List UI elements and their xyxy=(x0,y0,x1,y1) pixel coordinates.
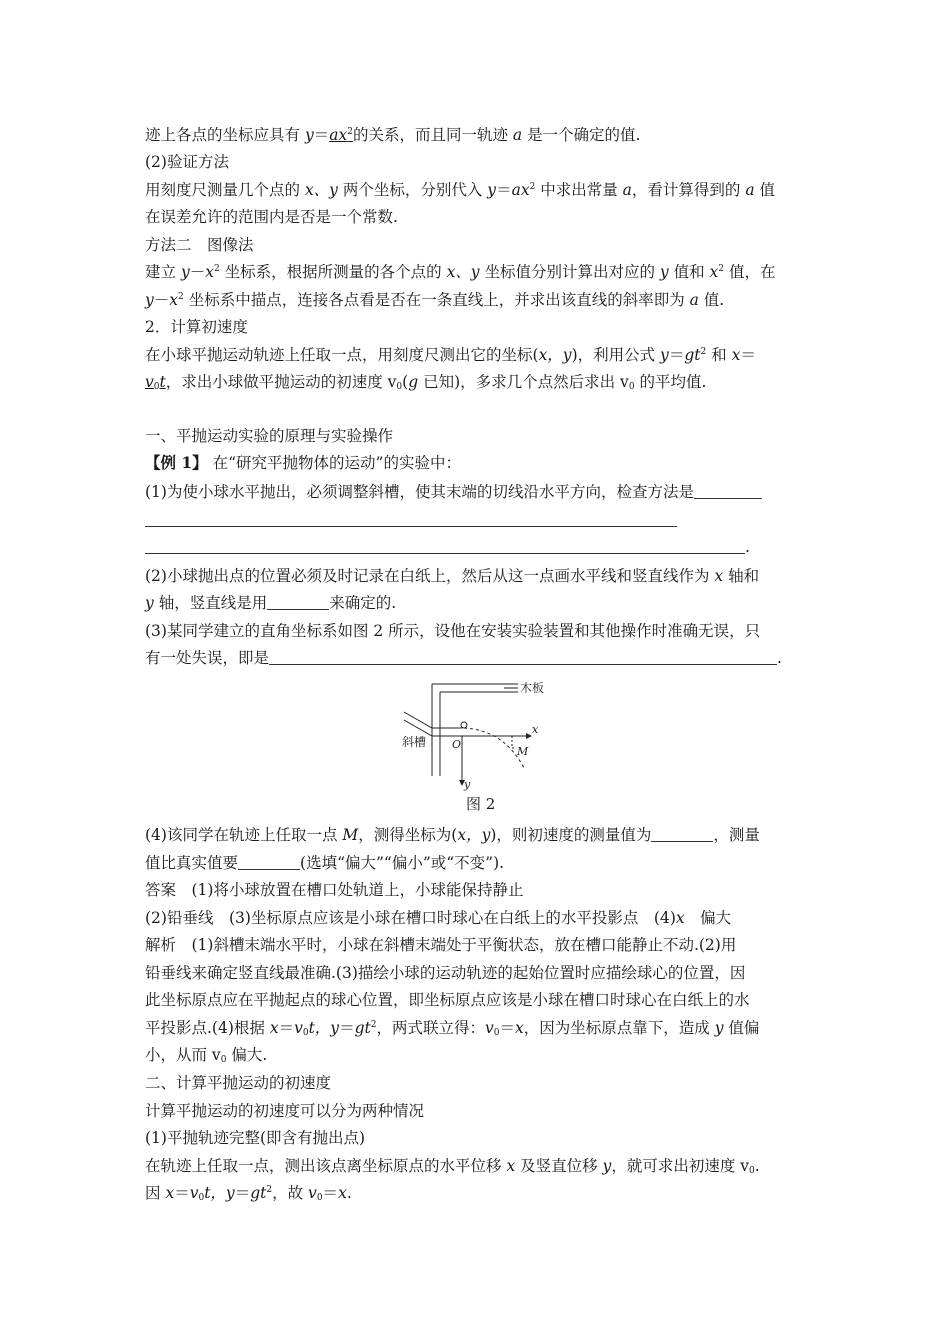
text-line: 用刻度尺测量几个点的 x、y 两个坐标，分别代入 $y=ax^2$ 中求出常量 a，看计算得到的 a 值 xyxy=(145,181,776,199)
analysis-line: 小，从而 $v_0$ 偏大. xyxy=(145,1046,268,1065)
analysis-line: 铅垂线来确定竖直线最准确.(3)描绘小球的运动轨迹的起始位置时应描绘球心的位置，因 xyxy=(145,964,746,982)
apparatus-diagram xyxy=(400,676,560,791)
text-line: 有一处失误，即是 . xyxy=(145,649,782,667)
board-label: 木板 xyxy=(520,681,545,695)
text-line: (1)为使小球水平抛出，必须调整斜槽，使其末端的切线沿水平方向，检查方法是 xyxy=(145,482,762,502)
subheading: (2)验证方法 xyxy=(145,153,229,171)
answer-blank xyxy=(651,827,713,842)
answer-line: (2)铅垂线 (3)坐标原点应该是小球在槽口时球心在白纸上的水平投影点 (4)x 偏大 xyxy=(145,909,732,927)
chute-label: 斜槽 xyxy=(402,735,427,749)
figure-caption: 图 2 xyxy=(466,795,496,813)
origin-label: O xyxy=(452,738,462,751)
answer-line: 答案 (1)将小球放置在槽口处轨道上，小球能保持静止 xyxy=(145,881,524,899)
point-m-label: M xyxy=(517,745,529,758)
answer-blank xyxy=(238,855,300,870)
text-line: 计算平抛运动的初速度可以分为两种情况 xyxy=(145,1102,425,1120)
chute-track xyxy=(404,712,462,728)
y-axis-label: y xyxy=(464,778,471,791)
text-line: 在小球平抛运动轨迹上任取一点，用刻度尺测出它的坐标(x，y)，利用公式 $y=gt^2$ 和 x＝ xyxy=(145,346,756,364)
answer-blank-line: . xyxy=(145,537,750,557)
text-line: (3)某同学建立的直角坐标系如图 2 所示，设他在安装实验装置和其他操作时准确无误，只 xyxy=(145,622,761,640)
analysis-line: 解析 (1)斜槽末端水平时，小球在斜槽末端处于平衡状态，放在槽口能静止不动.(2)用 xyxy=(145,936,737,954)
example-tag: 【例 1】 xyxy=(145,453,208,472)
subheading: 2．计算初速度 xyxy=(145,318,248,336)
section-heading: 二、计算平抛运动的初速度 xyxy=(145,1074,332,1092)
trajectory-curve xyxy=(464,728,524,768)
answer-blank-line xyxy=(145,510,677,530)
ball xyxy=(461,722,467,728)
text-line: (1)平抛轨迹完整(即含有抛出点) xyxy=(145,1129,366,1147)
text-line: $y-x^2$ 坐标系中描点，连接各点看是否在一条直线上，并求出该直线的斜率即为 a 值. xyxy=(145,291,725,309)
answer-blank xyxy=(269,650,777,665)
text-line: 【例 1】 在“研究平抛物体的运动”的实验中： xyxy=(145,453,461,472)
text-line: $v_0t$，求出小球做平抛运动的初速度 $v_0(g$ 已知)，多求几个点然后求出 $v_0$ 的平均值. xyxy=(145,373,707,392)
text-line: 建立 $y-x^2$ 坐标系，根据所测量的各个点的 x、y 坐标值分别计算出对应的 y 值和 $x^2$ 值，在 xyxy=(145,263,776,281)
answer-blank xyxy=(267,595,329,610)
text-line: 迹上各点的坐标应具有 $y=ax^2$的关系，而且同一轨迹 a 是一个确定的值. xyxy=(145,126,641,144)
text-line: 在轨迹上任取一点，测出该点离坐标原点的水平位移 x 及竖直位移 y，就可求出初速度 $v_0$. xyxy=(145,1157,760,1176)
subheading: 方法二 图像法 xyxy=(145,236,254,254)
text-line: (2)小球抛出点的位置必须及时记录在白纸上，然后从这一点画水平线和竖直线作为 x 轴和 xyxy=(145,567,760,585)
text-line: (4)该同学在轨迹上任取一点 M，测得坐标为(x，y)，则初速度的测量值为 ，测量 xyxy=(145,826,760,844)
x-axis-label: x xyxy=(532,723,539,736)
analysis-line: 此坐标原点应在平抛起点的球心位置，即坐标原点应该是小球在槽口时球心在白纸上的水 xyxy=(145,991,750,1009)
text-line: 值比真实值要 (选填“偏大”“偏小”或“不变”). xyxy=(145,854,505,872)
analysis-line: 平投影点.(4)根据 $x=v_0t$，$y=gt^2$，两式联立得：$v_0=x$，因为坐标原点靠下，造成 y 值偏 xyxy=(145,1019,760,1038)
text-line: y 轴，竖直线是用 来确定的. xyxy=(145,594,397,612)
answer-blank xyxy=(694,484,762,499)
text-line: 因 $x=v_0t$，$y=gt^2$，故 $v_0=x$. xyxy=(145,1184,352,1203)
section-heading: 一、平抛运动实验的原理与实验操作 xyxy=(145,427,394,445)
text-line: 在误差允许的范围内是否是一个常数. xyxy=(145,208,398,226)
